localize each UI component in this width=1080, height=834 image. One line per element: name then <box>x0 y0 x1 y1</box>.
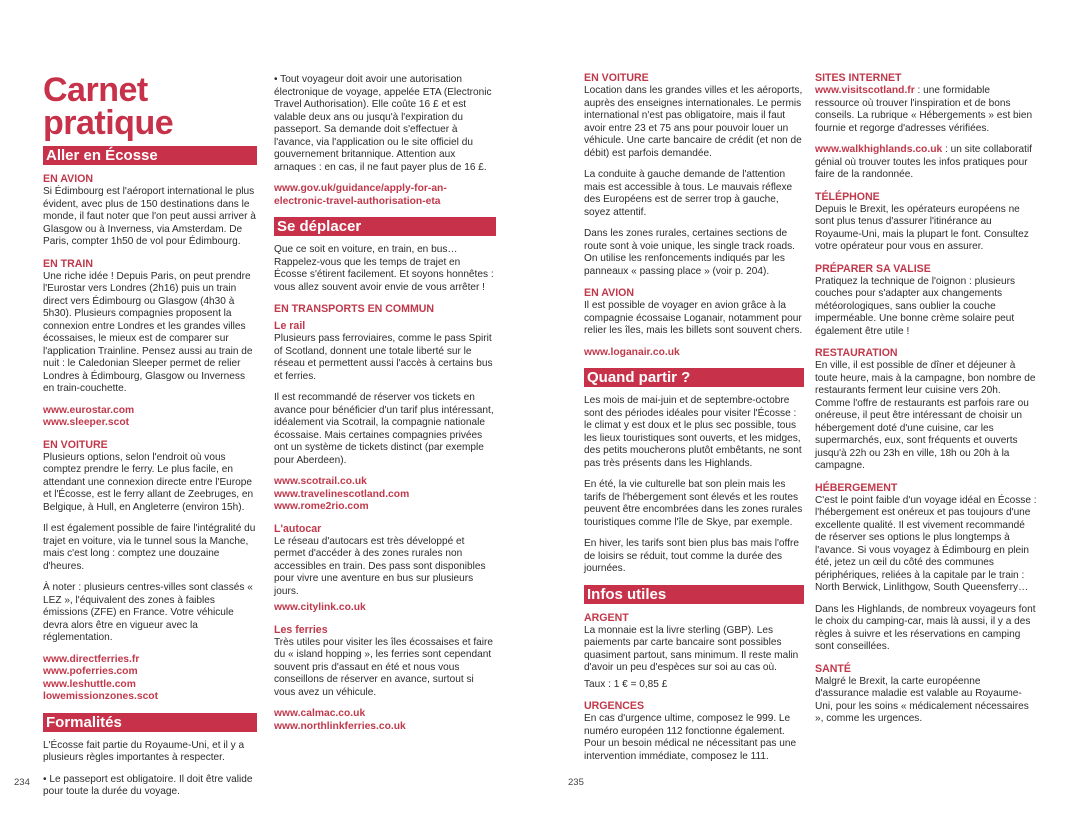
paragraph: Il est recommandé de réserver vos tickets en avance pour bénéficier d'un tarif plus intéressant, idéalement via Scotrail, la compagnie nationale écossaise. Mais certaines compagnies privées ont un système de tickets distinct (par exemple pour Aberdeen). <box>274 392 494 466</box>
paragraph: Pratiquez la technique de l'oignon : plusieurs couches pour s'adapter aux changements météorologiques, sans oublier la couche imperméable. Une bonne crème solaire peut également être utile ! <box>815 275 1016 337</box>
link-gov-eta[interactable]: www.gov.uk/guidance/apply-for-an-electronic-travel-authorisation-eta <box>274 183 447 207</box>
page-title <box>43 71 257 142</box>
paragraph: Le réseau d'autocars est très développé et permet d'accéder à des zones rurales non accessibles en train. Des pass sont disponibles pour vivre une aventure en bus sur plusieurs jours. <box>274 535 486 597</box>
column-1 <box>43 71 257 808</box>
paragraph: Il est possible de voyager en avion grâce à la compagnie écossaise Loganair, notamment pour relier les îles, mais les billets sont souvent chers. <box>584 300 803 336</box>
paragraph: Dans les Highlands, de nombreux voyageurs font le choix du camping-car, mais là aussi, il y a des règles à suivre et les réservations en camping sont conseillées. <box>815 603 1036 652</box>
link-loganair[interactable]: www.loganair.co.uk <box>584 346 680 358</box>
paragraph: Si Édimbourg est l'aéroport international le plus évident, avec plus de 150 destinations dans le monde, il faut noter que l'on peut aussi arriver à Glasgow ou à Inverness, via Amsterdam. De Paris, compter 1h50 de vol pour Édimbourg. <box>43 186 256 247</box>
link-list <box>43 405 257 430</box>
subheading-train: EN TRAIN <box>43 257 94 270</box>
paragraph: Location dans les grandes villes et les aéroports, auprès des enseignes internationales. Le permis international n'est pas obligatoire, mais il faut avoir entre 23 et 75 ans pour pouvoir louer un véhicule. Une carte bancaire de crédit (et non de débit) est parfois demandée. <box>584 85 803 159</box>
link-leshuttle[interactable]: www.leshuttle.com <box>43 678 136 690</box>
site2-description: : un site collaboratif génial où trouver toutes les infos pratiques pour faire de la randonnée. <box>815 144 1032 180</box>
section-heading-quand: Quand partir ? <box>584 368 804 387</box>
subheading-hebergement: HÉBERGEMENT <box>815 481 898 494</box>
paragraph: Plusieurs options, selon l'endroit où vous comptez prendre le ferry. Le plus facile, en attendant une connexion directe entre l'Europe et l'Écosse, est le ferry allant de Zeebruges, en Belgique, à Hull, en Angleterre (environ 15h). <box>43 451 254 513</box>
link-sleeper[interactable]: www.sleeper.scot <box>43 417 130 428</box>
link-citylink[interactable]: www.citylink.co.uk <box>274 602 366 613</box>
paragraph: C'est le point faible d'un voyage idéal en Écosse : l'hébergement est onéreux et pas toujours d'une excellente qualité. Il est vivement recommandé de réserver ses options le plus longtemps à l'avance. Si vous voyagez à Édimbourg en plein été, jetez un œil du côté des communes périphériques, reliées à la capitale par le train : North Berwick, Linlithgow, South Queensferry… <box>815 494 1037 593</box>
site1-description: : une formidable ressource où trouver l'inspiration et de bons conseils. La rubrique « Hébergements » est bien fournie et regorge d'adresses vérifiées. <box>815 85 1033 134</box>
paragraph: En cas d'urgence ultime, composez le 999. Le numéro européen 112 fonctionne également. Pour un besoin médical ne nécessitant pas une intervention immédiate, composez le 111. <box>584 713 797 762</box>
paragraph: Très utiles pour visiter les îles écossaises et faire du « island hopping », les ferries sont cependant souvent pris d'assaut en été et nous vous conseillons de réserver en avance, surtout si vous avez un véhicule. <box>274 636 493 698</box>
paragraph: • Le passeport est obligatoire. Il doit être valide pour toute la durée du voyage. <box>43 773 253 797</box>
link-poferries[interactable]: www.poferries.com <box>43 666 138 677</box>
subheading-voiture: EN VOITURE <box>584 72 649 84</box>
link-visitscotland[interactable]: www.visitscotland.fr <box>815 85 915 96</box>
subheading-valise: PRÉPARER SA VALISE <box>815 262 931 275</box>
paragraph <box>815 144 1037 182</box>
subheading-urgences: URGENCES <box>584 700 645 712</box>
paragraph: En ville, il est possible de dîner et déjeuner à toute heure, mais à la campagne, bon nombre de restaurants ferment leur cuisine vers 20h. Comme l'offre de restaurants est parfois rare ou onéreuse, il peut être intéressant de choisir un hébergement doté d'une cuisine, car les supermarchés, eux, sont fréquents et ouverts jusqu'à 22h ou 23h en ville, 18h ou 20h à la campagne. <box>815 360 1036 471</box>
link-travelinescotland[interactable]: www.travelinescotland.com <box>274 488 410 500</box>
page-title-line1: Carnet <box>43 71 148 109</box>
subheading-restauration: RESTAURATION <box>815 347 898 359</box>
link-list <box>274 602 496 615</box>
column-4 <box>815 72 1037 735</box>
paragraph: Taux : 1 € = 0,85 £ <box>584 678 668 690</box>
page-number-left: 234 <box>14 777 30 788</box>
paragraph: Les mois de mai-juin et de septembre-octobre sont des périodes idéales pour visiter l'Écosse : le climat y est doux et le plus sec possible, tous les lieux touristiques sont ouverts, et les midges, des petits moucherons plutôt embêtants, ne sont pas très présents dans les Highlands. <box>584 395 802 469</box>
column-2 <box>274 74 496 742</box>
link-list <box>274 183 496 208</box>
link-list <box>274 708 496 733</box>
paragraph: Malgré le Brexit, la carte européenne d'assurance maladie est valable au Royaume-Uni, pour les soins « médicalement nécessaires », comme les urgences. <box>815 675 1029 724</box>
column-3 <box>584 72 804 772</box>
paragraph: La conduite à gauche demande de l'attention mais est accessible à tous. Le mauvais réflexe des Européens est de serrer trop à gauche, soyez attentif. <box>584 169 793 218</box>
subheading-avion: EN AVION <box>43 173 94 185</box>
section-heading-formalites: Formalités <box>43 713 257 732</box>
link-calmac[interactable]: www.calmac.co.uk <box>274 708 366 719</box>
section-heading-infos: Infos utiles <box>584 585 804 604</box>
link-list <box>274 476 496 514</box>
link-list <box>43 654 257 704</box>
page-number-right: 235 <box>568 777 584 788</box>
paragraph: Plusieurs pass ferroviaires, comme le pass Spirit of Scotland, donnent une totale liberté sur le réseau et permettent aussi l'accès à certains bus et ferries. <box>274 333 493 382</box>
paragraph: Il est également possible de faire l'intégralité du trajet en voiture, via le tunnel sous la Manche, mais c'est long : comptez une douzaine d'heures. <box>43 523 256 572</box>
link-scotrail[interactable]: www.scotrail.co.uk <box>274 476 367 487</box>
subheading-sites: SITES INTERNET <box>815 72 902 84</box>
paragraph: En été, la vie culturelle bat son plein mais les tarifs de l'hébergement sont élevés et les routes peuvent être encombrées dans les zones rurales touristiques comme l'île de Skye, par exemple. <box>584 479 803 528</box>
paragraph: Dans les zones rurales, certaines sections de route sont à voie unique, les single track roads. On utilise les renfoncements indiqués par les panneaux « passing place » (voir p. 204). <box>584 228 795 277</box>
paragraph: À noter : plusieurs centres-villes sont classés « LEZ », l'équivalent des zones à faibles émissions (ZFE) en France. Votre véhicule devra alors être en vigueur avec la réglementation. <box>43 582 253 643</box>
subheading-sante: SANTÉ <box>815 662 851 675</box>
subheading-transports: EN TRANSPORTS EN COMMUN <box>274 303 435 315</box>
link-northlinkferries[interactable]: www.northlinkferries.co.uk <box>274 720 406 732</box>
subheading-autocar: L'autocar <box>274 522 322 535</box>
paragraph: • Tout voyageur doit avoir une autorisation électronique de voyage, appelée ETA (Electronic Travel Authorisation). Elle coûte 16 £ et est valable deux ans ou jusqu'à l'expiration du passeport. Sa demande doit s'effectuer à l'avance, via l'application ou le site officiel du gouvernement britannique. Attention aux arnaques : en cas, il ne faut payer plus de 16 £. <box>274 74 492 173</box>
page-title-line2: pratique <box>43 104 174 142</box>
link-eurostar[interactable]: www.eurostar.com <box>43 404 135 416</box>
subheading-telephone: TÉLÉPHONE <box>815 190 880 203</box>
paragraph: La monnaie est la livre sterling (GBP). Les paiements par carte bancaire sont possibles quasiment partout, sans minimum. Il reste malin d'avoir un peu d'espèces sur soi au cas où. <box>584 624 799 673</box>
subheading-avion: EN AVION <box>584 287 635 299</box>
subheading-rail: Le rail <box>274 320 306 332</box>
link-walkhighlands[interactable]: www.walkhighlands.co.uk <box>815 144 943 155</box>
subheading-ferries: Les ferries <box>274 623 328 636</box>
link-list <box>584 347 804 360</box>
paragraph: Une riche idée ! Depuis Paris, on peut prendre l'Eurostar vers Londres (2h16) puis un train direct vers Édimbourg ou Glasgow (4h30 à 5h30). Plusieurs compagnies proposent la connexion entre Londres et les grandes villes écossaises, le mieux est de comparer sur l'application Trainline. Pensez aussi au train de nuit : le Caledonian Sleeper permet de relier Londres à Édimbourg, Glasgow ou Inverness en train-couchette. <box>43 270 253 394</box>
section-heading-aller: Aller en Écosse <box>43 146 257 165</box>
subheading-voiture: EN VOITURE <box>43 438 108 451</box>
subheading-argent: ARGENT <box>584 611 629 624</box>
paragraph: Que ce soit en voiture, en train, en bus… Rappelez-vous que les temps de trajet en Écosse s'étirent facilement. Et soyons honnêtes : vous allez souvent avoir envie de vous arrêter ! <box>274 244 494 293</box>
paragraph: Depuis le Brexit, les opérateurs européens ne sont plus tenus d'assurer l'itinérance au Royaume-Uni, mais la plupart le font. Consultez votre opérateur pour vous en assurer. <box>815 203 1029 252</box>
paragraph <box>815 85 1037 135</box>
link-rome2rio[interactable]: www.rome2rio.com <box>274 501 369 512</box>
link-directferries[interactable]: www.directferries.fr <box>43 653 140 665</box>
section-heading-deplacer: Se déplacer <box>274 217 496 236</box>
paragraph: En hiver, les tarifs sont bien plus bas mais l'offre de loisirs se réduit, tout comme la durée des journées. <box>584 538 799 574</box>
link-lowemissionzones[interactable]: lowemissionzones.scot <box>43 691 159 702</box>
paragraph: L'Écosse fait partie du Royaume-Uni, et il y a plusieurs règles importantes à respecter. <box>43 739 245 763</box>
